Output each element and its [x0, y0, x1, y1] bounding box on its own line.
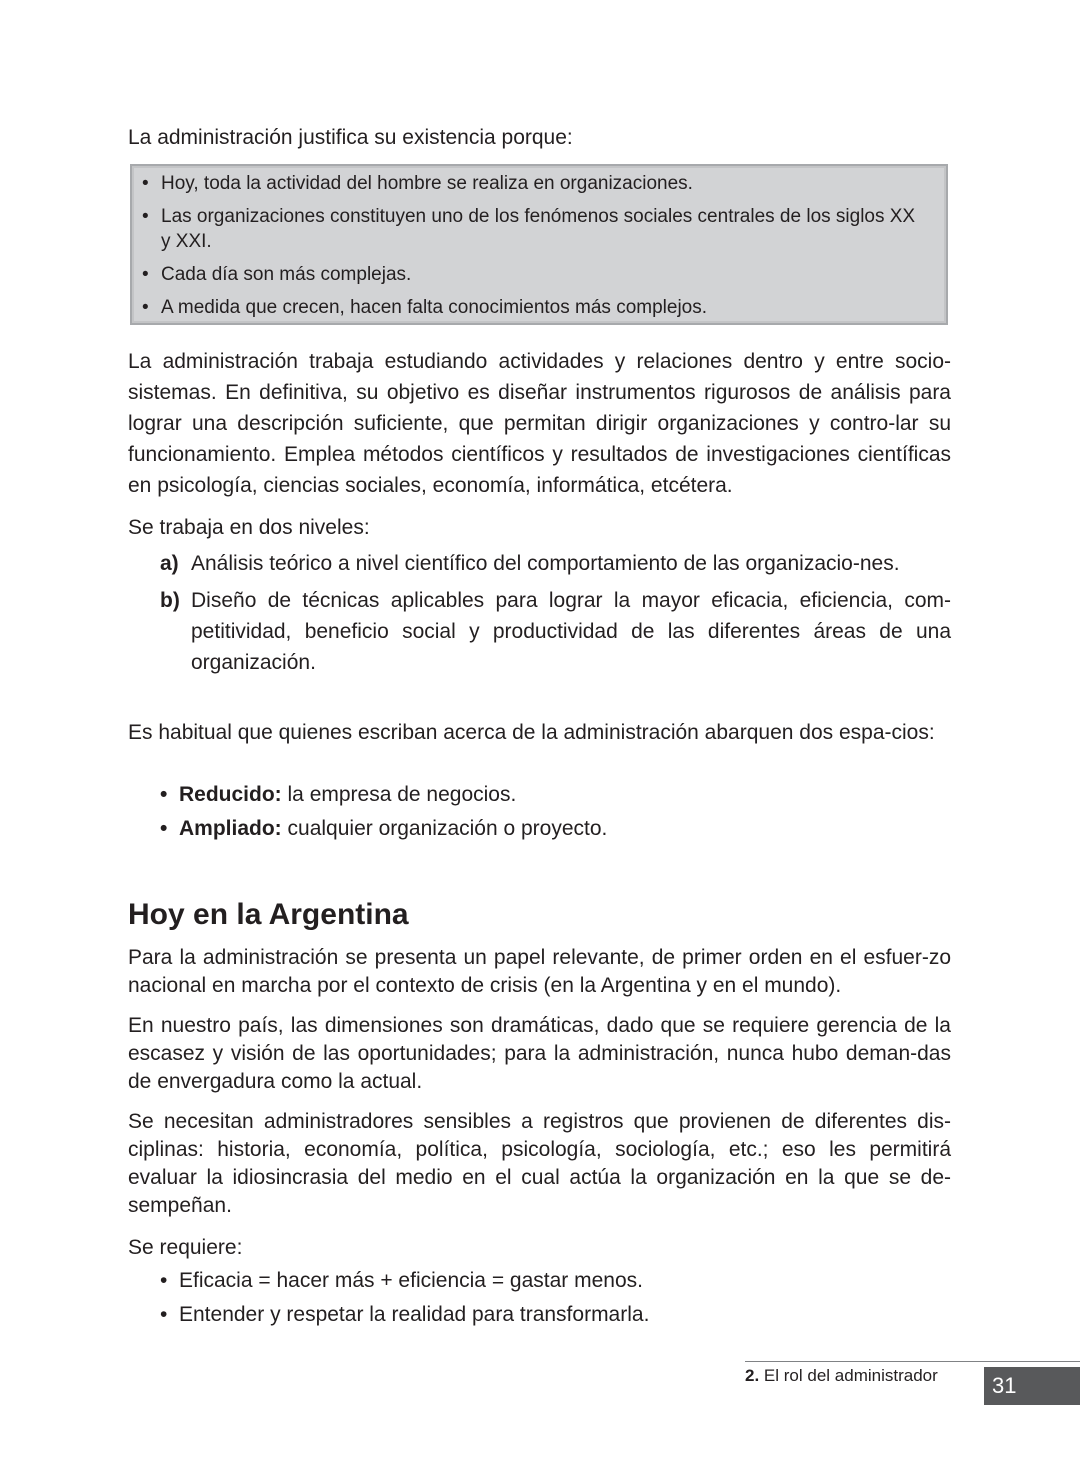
list-item-text: Entender y respetar la realidad para transformarla. [179, 1303, 650, 1326]
list-item [160, 548, 951, 579]
list-marker: a) [160, 552, 179, 575]
list-item: • Hoy, toda la actividad del hombre se realiza en organizaciones. [142, 171, 926, 196]
chapter-title: El rol del administrador [763, 1366, 938, 1385]
running-footer [745, 1364, 938, 1388]
paragraph: La administración trabaja estudiando actividades y relaciones dentro y entre socio-sistemas. En definitiva, su objetivo es diseñar instrumentos rigurosos de análisis para lograr una descripción suficiente, que permitan dirigir organizaciones y contro-lar su funcionamiento. Emplea métodos científicos y resultados de investigaciones científicas en psicología, ciencias sociales, economía, informática, etcétera. [128, 350, 951, 497]
bullet-icon: • [160, 817, 168, 840]
term-label: Ampliado: [179, 817, 282, 840]
list-item-text: Análisis teórico a nivel científico del comportamiento de las organizacio-nes. [191, 552, 900, 575]
list-marker: b) [160, 589, 180, 612]
footer-divider [745, 1361, 1080, 1362]
list-item: • Cada día son más complejas. [142, 262, 926, 287]
list-item [160, 1267, 951, 1295]
term-label: Reducido: [179, 783, 282, 806]
page-number: 31 [984, 1367, 1080, 1405]
paragraph: Se trabaja en dos niveles: [128, 516, 370, 539]
list-item [160, 815, 951, 843]
bullet-icon: • [160, 783, 168, 806]
section-heading: Hoy en la Argentina [128, 898, 409, 931]
paragraph: Es habitual que quienes escriban acerca de la administración abarquen dos espa-cios: [128, 721, 935, 744]
list-item: • Las organizaciones constituyen uno de los fenómenos sociales centrales de los siglos XX y XXI. [142, 204, 926, 254]
paragraph: Para la administración se presenta un papel relevante, de primer orden en el esfuer-zo nacional en marcha por el contexto de crisis (en la Argentina y en el mundo). [128, 946, 951, 997]
spaces-list [160, 781, 951, 849]
highlight-list [142, 171, 926, 320]
intro-text: La administración justifica su existencia porque: [128, 126, 573, 149]
paragraph: Se necesitan administradores sensibles a registros que provienen de diferentes dis-ciplinas: historia, economía, política, psicología, sociología, etc.; eso les permitirá evaluar la idiosincrasia del medio en el cual actúa la organización en la que se de-sempeñan. [128, 1110, 951, 1217]
chapter-number: 2. [745, 1366, 760, 1385]
term-text: la empresa de negocios. [287, 783, 517, 806]
list-item-text: Eficacia = hacer más + eficiencia = gastar menos. [179, 1269, 643, 1292]
paragraph: En nuestro país, las dimensiones son dramáticas, dado que se requiere gerencia de la escasez y visión de las oportunidades; para la administración, nunca hubo deman-das de envergadura como la actual. [128, 1014, 951, 1093]
term-text: cualquier organización o proyecto. [287, 817, 608, 840]
list-item [160, 1301, 951, 1329]
highlight-box [130, 164, 948, 325]
list-item-text: Diseño de técnicas aplicables para lograr la mayor eficacia, eficiencia, com-petitividad, beneficio social y productividad de las diferentes áreas de una organización. [191, 589, 951, 674]
levels-list [160, 548, 951, 684]
bullet-icon: • [160, 1269, 168, 1292]
paragraph: Se requiere: [128, 1236, 243, 1259]
list-item [160, 585, 951, 678]
list-item [160, 781, 951, 809]
bullet-icon: • [160, 1303, 168, 1326]
list-item: • A medida que crecen, hacen falta conocimientos más complejos. [142, 295, 926, 320]
requirements-list [160, 1267, 951, 1335]
